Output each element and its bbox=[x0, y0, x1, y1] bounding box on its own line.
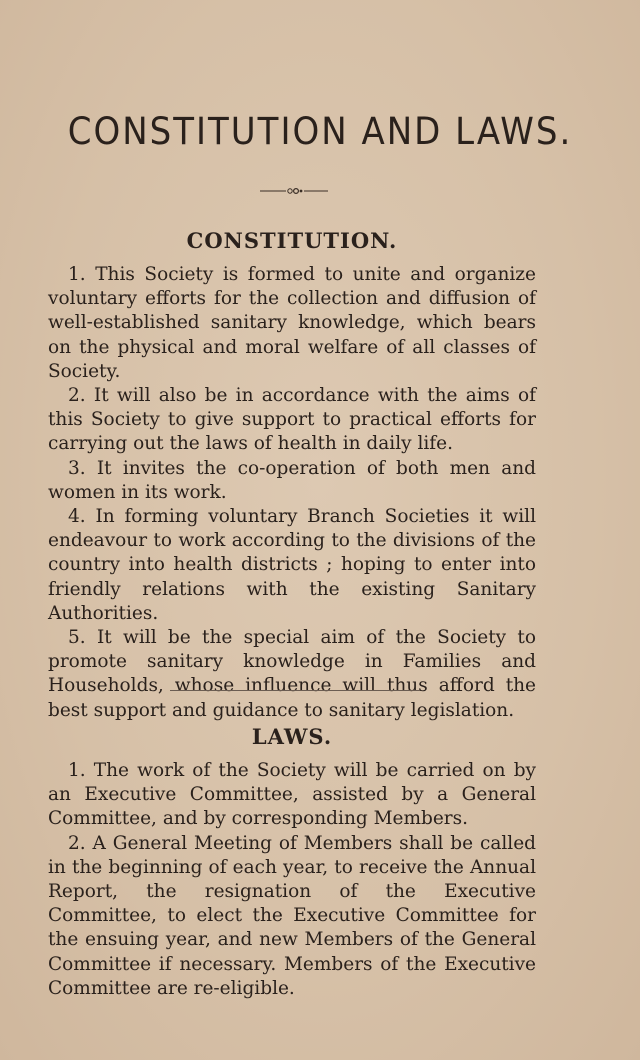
section-heading-laws: LAWS. bbox=[251, 724, 333, 749]
section-divider bbox=[170, 690, 420, 691]
page-title: CONSTITUTION AND LAWS. bbox=[67, 110, 573, 154]
constitution-article-2: 2. It will also be in accordance with the aims of this Society to give support to practical efforts for carrying out the laws of health in daily life. bbox=[48, 385, 536, 455]
constitution-article-4: 4. In forming voluntary Branch Societies it will endeavour to work according to the divisions of the country into health districts ; hoping to enter into friendly relations with the existing Sanitary Authorities. bbox=[48, 506, 536, 624]
laws-article-2: 2. A General Meeting of Members shall be called in the beginning of each year, to receive the Annual Report, the resignation of the Executive Committee, to elect the Executive Committee for the ensuing year, and new Members of the General Committee if necessary. Members of the Executive Committee are re-eligible. bbox=[48, 832, 536, 999]
constitution-article-3: 3. It invites the co-operation of both men and women in its work. bbox=[48, 457, 536, 503]
constitution-article-5: 5. It will be the special aim of the Society to promote sanitary knowledge in Families and Households, whose influence will thus afford the best support and guidance to sanitary legislation. bbox=[48, 627, 536, 721]
constitution-article-1: 1. This Society is formed to unite and organize voluntary efforts for the collection and diffusion of well-established sanitary knowledge, which bears on the physical and moral welfare of all classes of Society. bbox=[48, 264, 536, 382]
constitution-body bbox=[48, 263, 536, 723]
ornament-divider-icon bbox=[260, 186, 328, 196]
section-heading-constitution: CONSTITUTION. bbox=[186, 228, 398, 253]
laws-article-1: 1. The work of the Society will be carried on by an Executive Committee, assisted by a General Committee, and by corresponding Members. bbox=[48, 760, 536, 830]
laws-body bbox=[48, 759, 536, 1001]
